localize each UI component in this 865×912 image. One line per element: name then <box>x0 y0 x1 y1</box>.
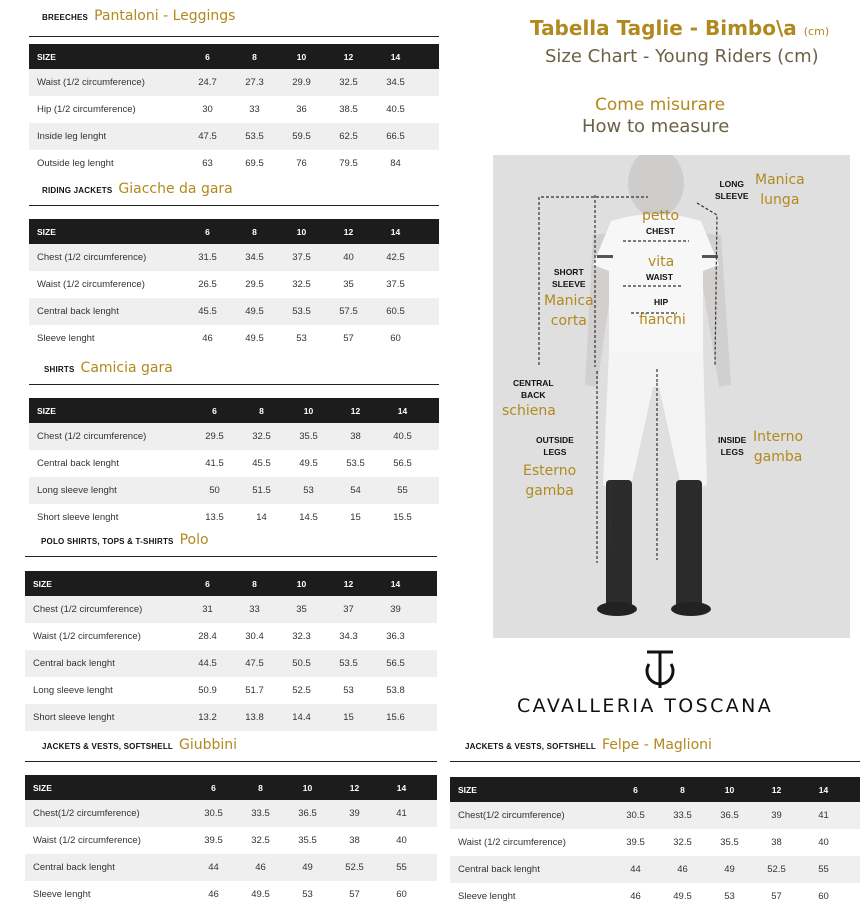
section-divider <box>25 556 437 557</box>
measurement-value: 36.5 <box>298 808 317 819</box>
brand-logo-icon <box>639 648 681 690</box>
measurement-label: Chest (1/2 circumference) <box>37 252 147 263</box>
measurement-label: Central back lenght <box>33 658 115 669</box>
measurement-value: 28.4 <box>198 631 217 642</box>
section-divider <box>450 761 860 762</box>
table-body <box>25 596 437 731</box>
size-column-header: 14 <box>396 782 407 793</box>
chest-label: CHEST <box>646 226 675 236</box>
short-sleeve-label: SHORT SLEEVE <box>552 267 586 289</box>
measurement-value: 15 <box>350 512 361 523</box>
measurement-label: Hip (1/2 circumference) <box>37 104 136 115</box>
measurement-value: 34.5 <box>386 77 405 88</box>
measurement-value: 49.5 <box>251 889 270 900</box>
measurement-value: 38 <box>350 431 361 442</box>
size-column-header: 12 <box>771 784 782 795</box>
table-row <box>25 623 437 650</box>
measurement-label: Chest (1/2 circumference) <box>37 431 147 442</box>
measurement-label: Chest(1/2 circumference) <box>458 810 565 821</box>
size-column-header: 10 <box>296 51 307 62</box>
measurement-value: 38.5 <box>339 104 358 115</box>
waist-label: WAIST <box>646 272 673 282</box>
section-label-en: POLO SHIRTS, TOPS & T-SHIRTS <box>41 537 174 546</box>
size-column-header: 14 <box>390 226 401 237</box>
table-body <box>29 69 439 177</box>
section-label-it: Polo <box>179 532 209 548</box>
measurement-label: Short sleeve lenght <box>33 712 115 723</box>
how-to-measure-en: How to measure <box>582 116 730 137</box>
measurement-value: 41 <box>396 808 407 819</box>
table-header <box>29 219 439 244</box>
measurement-value: 50.9 <box>198 685 217 696</box>
size-column-header: 6 <box>212 405 217 416</box>
table-header <box>25 775 437 800</box>
measurement-value: 15.5 <box>393 512 412 523</box>
table-row <box>29 150 439 177</box>
measurement-value: 35 <box>343 279 354 290</box>
measurement-value: 36.5 <box>720 810 739 821</box>
measurement-label: Waist (1/2 circumference) <box>37 77 145 88</box>
size-header: SIZE <box>458 784 477 795</box>
measurement-value: 29.9 <box>292 77 311 88</box>
measurement-value: 31 <box>202 604 213 615</box>
size-column-header: 14 <box>818 784 829 795</box>
size-column-header: 12 <box>350 405 361 416</box>
measurement-value: 52.5 <box>345 862 364 873</box>
table-header <box>29 398 439 423</box>
measurement-value: 60 <box>390 333 401 344</box>
measurement-value: 32.5 <box>673 837 692 848</box>
measurement-value: 24.7 <box>198 77 217 88</box>
measurement-value: 47.5 <box>198 131 217 142</box>
measurement-label: Short sleeve lenght <box>37 512 119 523</box>
table-row <box>25 596 437 623</box>
table-row <box>29 423 439 450</box>
measurement-value: 35.5 <box>298 835 317 846</box>
measurement-value: 35.5 <box>720 837 739 848</box>
title-it-text: Tabella Taglie - Bimbo\a <box>530 16 797 40</box>
size-column-header: 10 <box>296 226 307 237</box>
size-column-header: 6 <box>205 51 210 62</box>
size-column-header: 10 <box>724 784 735 795</box>
measurement-value: 53.5 <box>245 131 264 142</box>
measurement-value: 40.5 <box>393 431 412 442</box>
section-label-en: JACKETS & VESTS, SOFTSHELL <box>42 742 173 751</box>
measurement-value: 55 <box>818 864 829 875</box>
measurement-value: 29.5 <box>245 279 264 290</box>
measurement-value: 49.5 <box>245 333 264 344</box>
measurement-value: 76 <box>296 158 307 169</box>
size-column-header: 12 <box>343 226 354 237</box>
measurement-value: 39 <box>390 604 401 615</box>
table-row <box>25 881 437 908</box>
size-column-header: 8 <box>252 226 257 237</box>
measurement-label: Waist (1/2 circumference) <box>33 835 141 846</box>
measurement-value: 53.5 <box>292 306 311 317</box>
measurement-value: 30 <box>202 104 213 115</box>
measurement-value: 53 <box>302 889 313 900</box>
inside-legs-label: INSIDE LEGS <box>718 435 747 457</box>
table-row <box>25 704 437 731</box>
measurement-label: Sleeve lenght <box>33 889 91 900</box>
size-column-header: 12 <box>343 578 354 589</box>
table-row <box>25 677 437 704</box>
measurement-value: 33 <box>249 604 260 615</box>
section-divider <box>29 205 439 206</box>
jackets-vests-section-title <box>42 737 237 753</box>
table-header <box>29 44 439 69</box>
measurement-value: 42.5 <box>386 252 405 263</box>
size-column-header: 6 <box>205 226 210 237</box>
measurement-value: 53.5 <box>346 458 365 469</box>
measurement-value: 53.5 <box>339 658 358 669</box>
measurement-value: 36.3 <box>386 631 405 642</box>
measurement-value: 39.5 <box>204 835 223 846</box>
long-sleeve-label: LONG SLEEVE <box>715 179 749 201</box>
measurement-value: 51.5 <box>252 485 271 496</box>
central-back-label-it: schiena <box>502 403 556 419</box>
measurement-value: 37.5 <box>386 279 405 290</box>
section-label-it: Giacche da gara <box>118 181 233 197</box>
measurement-label: Outside leg lenght <box>37 158 114 169</box>
measurement-value: 32.5 <box>252 431 271 442</box>
section-label-en: BREECHES <box>42 13 89 22</box>
measurement-label: Chest(1/2 circumference) <box>33 808 140 819</box>
measurement-value: 33.5 <box>251 808 270 819</box>
table-row <box>25 827 437 854</box>
measurement-value: 30.4 <box>245 631 264 642</box>
table-row <box>29 123 439 150</box>
measurement-value: 31.5 <box>198 252 217 263</box>
measurement-value: 56.5 <box>386 658 405 669</box>
measurement-value: 35.5 <box>299 431 318 442</box>
measurement-label: Sleeve lenght <box>458 891 516 902</box>
measurement-value: 46 <box>255 862 266 873</box>
jackets-vests-size-table <box>25 775 437 908</box>
table-row <box>450 829 860 856</box>
chart-title-it <box>530 16 829 40</box>
measurement-value: 66.5 <box>386 131 405 142</box>
hip-label: HIP <box>654 297 669 307</box>
measurement-label: Sleeve lenght <box>37 333 95 344</box>
measurement-value: 41 <box>818 810 829 821</box>
size-column-header: 8 <box>259 405 264 416</box>
measurement-value: 45.5 <box>198 306 217 317</box>
measurement-value: 13.5 <box>205 512 224 523</box>
size-header: SIZE <box>37 226 56 237</box>
breeches-size-table <box>29 44 439 177</box>
table-row <box>450 883 860 910</box>
measurement-value: 14.5 <box>299 512 318 523</box>
measurement-value: 32.5 <box>292 279 311 290</box>
measurement-value: 57.5 <box>339 306 358 317</box>
measurement-value: 33 <box>249 104 260 115</box>
measurement-value: 14.4 <box>292 712 311 723</box>
breeches-section-title <box>42 8 235 24</box>
measurement-value: 35 <box>296 604 307 615</box>
size-header: SIZE <box>37 51 56 62</box>
measurement-value: 49.5 <box>299 458 318 469</box>
size-column-header: 14 <box>390 578 401 589</box>
measurement-label: Waist (1/2 circumference) <box>458 837 566 848</box>
measurement-value: 39 <box>771 810 782 821</box>
size-column-header: 6 <box>205 578 210 589</box>
section-divider <box>25 761 437 762</box>
size-column-header: 6 <box>633 784 638 795</box>
measurement-value: 55 <box>397 485 408 496</box>
measurement-value: 38 <box>771 837 782 848</box>
measurement-value: 33.5 <box>673 810 692 821</box>
shirts-section-title <box>44 360 173 376</box>
measurement-label: Central back lenght <box>37 458 119 469</box>
measurement-value: 13.2 <box>198 712 217 723</box>
measurement-value: 53.8 <box>386 685 405 696</box>
measurement-value: 44 <box>630 864 641 875</box>
measurement-value: 57 <box>771 891 782 902</box>
measurement-value: 53 <box>296 333 307 344</box>
riding-jackets-size-table <box>29 219 439 352</box>
waist-label-it: vita <box>648 254 675 270</box>
measurement-value: 29.5 <box>205 431 224 442</box>
size-column-header: 6 <box>211 782 216 793</box>
measurement-label: Central back lenght <box>458 864 540 875</box>
size-column-header: 12 <box>343 51 354 62</box>
measurement-value: 13.8 <box>245 712 264 723</box>
measurement-value: 56.5 <box>393 458 412 469</box>
measurement-label: Central back lenght <box>37 306 119 317</box>
size-column-header: 10 <box>296 578 307 589</box>
table-row <box>25 650 437 677</box>
size-header: SIZE <box>33 578 52 589</box>
table-header <box>450 777 860 802</box>
section-label-it: Pantaloni - Leggings <box>94 8 236 24</box>
size-column-header: 8 <box>252 578 257 589</box>
table-row <box>29 244 439 271</box>
measurement-value: 30.5 <box>626 810 645 821</box>
measurement-label: Inside leg lenght <box>37 131 107 142</box>
measurement-value: 84 <box>390 158 401 169</box>
measurement-value: 45.5 <box>252 458 271 469</box>
size-column-header: 8 <box>258 782 263 793</box>
size-column-header: 8 <box>252 51 257 62</box>
table-body <box>29 423 439 531</box>
measurement-value: 39 <box>349 808 360 819</box>
section-divider <box>29 384 439 385</box>
measurement-label: Chest (1/2 circumference) <box>33 604 143 615</box>
measurement-value: 32.5 <box>339 77 358 88</box>
measurement-value: 30.5 <box>204 808 223 819</box>
measurement-value: 46 <box>677 864 688 875</box>
measurement-value: 49 <box>724 864 735 875</box>
shirts-size-table <box>29 398 439 531</box>
title-unit: (cm) <box>803 25 830 38</box>
polo-size-table <box>25 571 437 731</box>
size-column-header: 10 <box>302 782 313 793</box>
measurement-value: 40.5 <box>386 104 405 115</box>
measurement-value: 50.5 <box>292 658 311 669</box>
measurement-value: 69.5 <box>245 158 264 169</box>
measurement-value: 39.5 <box>626 837 645 848</box>
measurement-value: 38 <box>349 835 360 846</box>
measurement-value: 53 <box>303 485 314 496</box>
riding-jackets-section-title <box>42 181 233 197</box>
table-row <box>25 800 437 827</box>
section-divider <box>29 36 439 37</box>
table-row <box>29 477 439 504</box>
measurement-value: 60 <box>396 889 407 900</box>
table-row <box>25 854 437 881</box>
measurement-value: 47.5 <box>245 658 264 669</box>
chest-label-it: petto <box>642 208 680 224</box>
brand-name: CAVALLERIA TOSCANA <box>517 695 774 717</box>
measurement-value: 53 <box>724 891 735 902</box>
outside-legs-label-it: Esterno gamba <box>523 463 577 499</box>
measurement-value: 40 <box>343 252 354 263</box>
size-header: SIZE <box>33 782 52 793</box>
table-row <box>29 325 439 352</box>
table-row <box>29 96 439 123</box>
how-to-measure-it: Come misurare <box>595 95 726 115</box>
measurement-value: 57 <box>343 333 354 344</box>
table-row <box>450 856 860 883</box>
inside-legs-label-it: Interno gamba <box>753 429 804 465</box>
hip-label-it: fianchi <box>639 312 686 328</box>
measurement-value: 46 <box>202 333 213 344</box>
measurement-value: 52.5 <box>292 685 311 696</box>
measurement-value: 49 <box>302 862 313 873</box>
table-row <box>29 504 439 531</box>
measurement-value: 40 <box>818 837 829 848</box>
measurement-value: 34.5 <box>245 252 264 263</box>
measurement-value: 49.5 <box>673 891 692 902</box>
measurement-label: Waist (1/2 circumference) <box>33 631 141 642</box>
measurement-value: 52.5 <box>767 864 786 875</box>
measurement-value: 44 <box>208 862 219 873</box>
measurement-value: 46 <box>630 891 641 902</box>
measurement-value: 59.5 <box>292 131 311 142</box>
measurement-value: 60 <box>818 891 829 902</box>
measurement-value: 41.5 <box>205 458 224 469</box>
table-row <box>29 271 439 298</box>
measurement-value: 34.3 <box>339 631 358 642</box>
measurement-value: 54 <box>350 485 361 496</box>
measurement-value: 57 <box>349 889 360 900</box>
size-column-header: 12 <box>349 782 360 793</box>
table-header <box>25 571 437 596</box>
measurement-label: Central back lenght <box>33 862 115 873</box>
measurement-value: 46 <box>208 889 219 900</box>
measurement-label: Long sleeve lenght <box>37 485 117 496</box>
table-row <box>29 69 439 96</box>
measurement-value: 32.5 <box>251 835 270 846</box>
short-sleeve-label-it: Manica corta <box>544 293 594 329</box>
measurement-value: 51.7 <box>245 685 264 696</box>
chart-title-en: Size Chart - Young Riders (cm) <box>545 46 819 67</box>
measurement-photo <box>493 155 850 638</box>
table-body <box>450 802 860 910</box>
section-label-it: Felpe - Maglioni <box>602 737 712 753</box>
section-label-it: Giubbini <box>179 737 238 753</box>
table-body <box>29 244 439 352</box>
measurement-value: 62.5 <box>339 131 358 142</box>
table-row <box>29 450 439 477</box>
measurement-label: Waist (1/2 circumference) <box>37 279 145 290</box>
measurement-value: 49.5 <box>245 306 264 317</box>
polo-section-title <box>41 532 209 548</box>
measurement-value: 63 <box>202 158 213 169</box>
measurement-value: 14 <box>256 512 267 523</box>
size-column-header: 14 <box>397 405 408 416</box>
section-label-en: JACKETS & VESTS, SOFTSHELL <box>465 742 596 751</box>
table-row <box>450 802 860 829</box>
central-back-label: CENTRAL BACK <box>513 378 554 400</box>
sweatshirts-size-table <box>450 777 860 910</box>
section-label-it: Camicia gara <box>80 360 173 376</box>
measurement-value: 40 <box>396 835 407 846</box>
size-header: SIZE <box>37 405 56 416</box>
section-label-en: SHIRTS <box>44 365 75 374</box>
measurement-value: 26.5 <box>198 279 217 290</box>
table-row <box>29 298 439 325</box>
table-body <box>25 800 437 908</box>
measurement-value: 44.5 <box>198 658 217 669</box>
measurement-value: 79.5 <box>339 158 358 169</box>
measurement-value: 32.3 <box>292 631 311 642</box>
measurement-value: 37.5 <box>292 252 311 263</box>
size-column-header: 10 <box>303 405 314 416</box>
measurement-value: 50 <box>209 485 220 496</box>
measurement-value: 27.3 <box>245 77 264 88</box>
long-sleeve-label-it: Manica lunga <box>755 172 805 208</box>
measurement-value: 36 <box>296 104 307 115</box>
measurement-value: 53 <box>343 685 354 696</box>
section-label-en: RIDING JACKETS <box>42 186 113 195</box>
measurement-value: 37 <box>343 604 354 615</box>
measurement-value: 15 <box>343 712 354 723</box>
sweatshirts-section-title <box>465 737 712 753</box>
size-column-header: 8 <box>680 784 685 795</box>
size-column-header: 14 <box>390 51 401 62</box>
measurement-value: 15.6 <box>386 712 405 723</box>
outside-legs-label: OUTSIDE LEGS <box>536 435 574 457</box>
measurement-label: Long sleeve lenght <box>33 685 113 696</box>
measurement-value: 55 <box>396 862 407 873</box>
measurement-value: 60.5 <box>386 306 405 317</box>
